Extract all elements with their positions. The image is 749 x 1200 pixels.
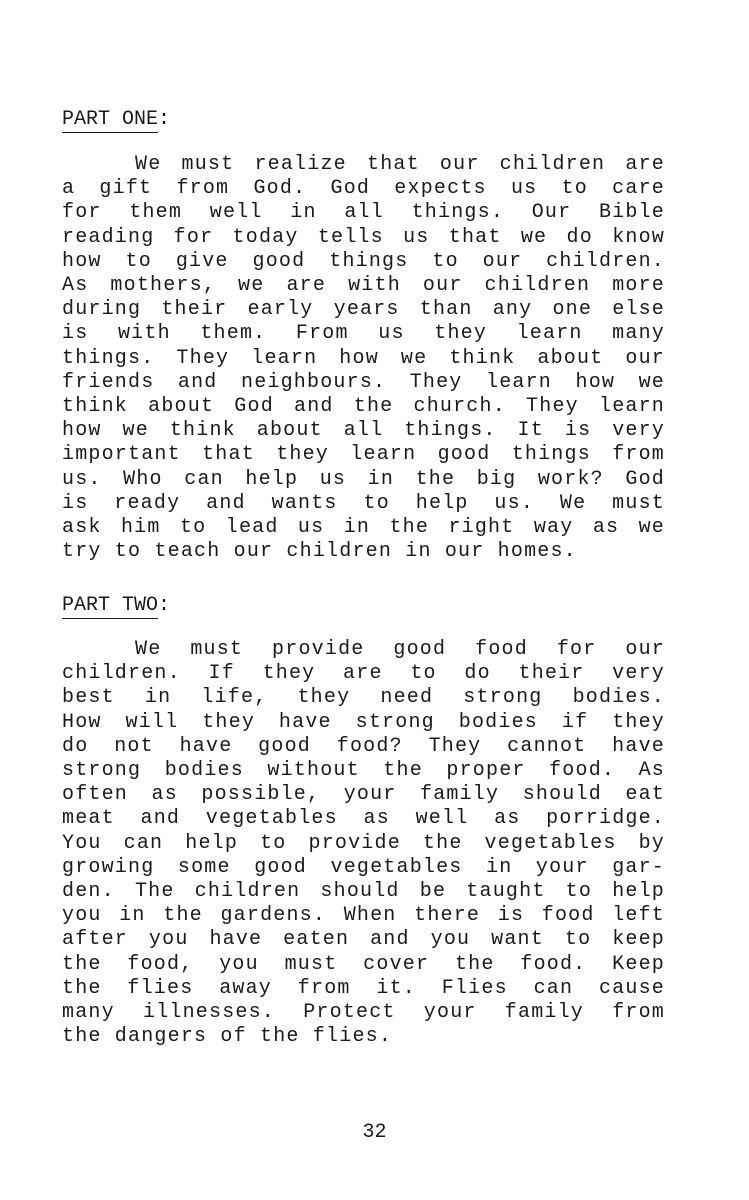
text-line: think about God and the church. They learn	[62, 395, 665, 418]
text-line: us. Who can help us in the big work? God	[62, 467, 665, 491]
text-line: meat and vegetables as well as porridge.	[62, 807, 665, 831]
text-line: We must provide good food for our	[135, 638, 665, 661]
text-line: How will they have strong bodies if they	[62, 710, 665, 734]
page-number: 32	[362, 1121, 387, 1144]
text-line: try to teach our children in our homes.	[62, 540, 577, 564]
text-line: children. If they are to do their very	[62, 662, 665, 686]
text-line: often as possible, your family should eat	[62, 783, 665, 807]
text-line: You can help to provide the vegetables by	[62, 831, 665, 855]
text-line: friends and neighbours. They learn how we	[62, 370, 665, 394]
text-line: We must realize that our children are	[135, 153, 665, 176]
text-line: do not have good food? They cannot have	[62, 734, 665, 758]
text-line: is with them. From us they learn many	[62, 322, 665, 346]
text-line: the dangers of the flies.	[62, 1025, 393, 1049]
text-line: ask him to lead us in the right way as we	[62, 516, 665, 539]
text-line: the flies away from it. Flies can cause	[62, 976, 665, 1000]
part-one-heading: PART ONE:	[62, 108, 171, 131]
text-line: reading for today tells us that we do know	[62, 225, 665, 249]
text-line: best in life, they need strong bodies.	[62, 686, 665, 710]
text-line: is ready and wants to help us. We must	[62, 491, 665, 515]
text-line: for them well in all things. Our Bible	[62, 201, 665, 225]
text-line: after you have eaten and you want to keep	[62, 928, 665, 952]
text-line: the food, you must cover the food. Keep	[62, 952, 665, 976]
text-line: many illnesses. Protect your family from	[62, 1001, 665, 1024]
text-line: important that they learn good things from	[62, 443, 665, 467]
text-line: during their early years than any one else	[62, 298, 665, 322]
text-line: a gift from God. God expects us to care	[62, 177, 665, 201]
text-line: growing some good vegetables in your gar-	[62, 855, 665, 879]
text-line: you in the gardens. When there is food left	[62, 904, 665, 928]
text-line: As mothers, we are with our children more	[62, 274, 665, 297]
text-line: strong bodies without the proper food. As	[62, 759, 665, 782]
text-line: things. They learn how we think about our	[62, 346, 665, 370]
text-line: how to give good things to our children.	[62, 249, 665, 273]
text-line: how we think about all things. It is very	[62, 419, 665, 443]
text-line: den. The children should be taught to help	[62, 880, 665, 903]
part-two-heading: PART TWO:	[62, 594, 171, 617]
